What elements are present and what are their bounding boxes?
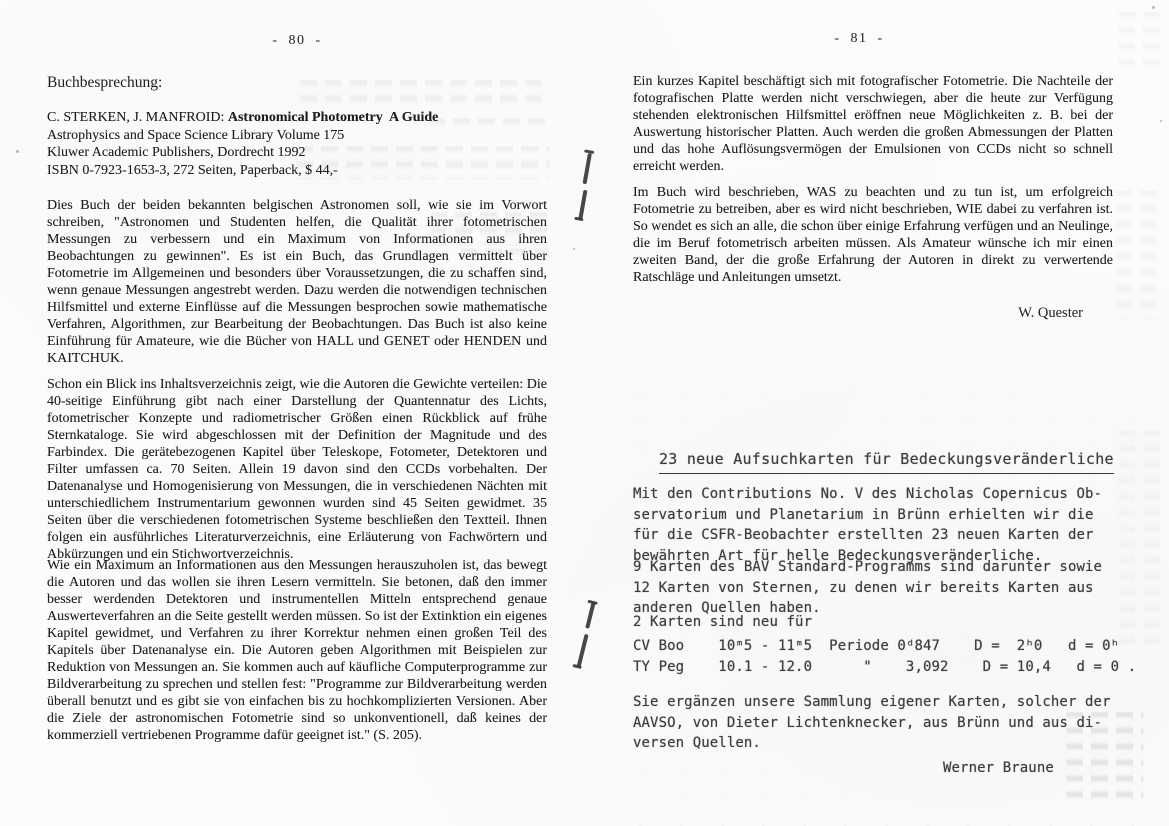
typewriter-line: 2 Karten sind neu für bbox=[633, 614, 813, 630]
book-series: Astrophysics and Space Science Library Volume 175 bbox=[47, 127, 345, 143]
bleedthrough-artifact bbox=[1118, 430, 1162, 650]
bleedthrough-artifact bbox=[1118, 12, 1160, 70]
book-authors-title-line bbox=[47, 109, 547, 127]
review-paragraph-3: Wie ein Maximum an Informationen aus den Messungen herauszuholen ist, das bewegt die Autoren und das wollen sie ihren Lesern vermitteln. Sie betonen, daß den immer besser werdenden Detektoren und instrumentellen Mitteln entsprechend genaue Auswerteverfahren an die Seite gestellt werden müssen. So ist der Extinktion ein eigenes Kapitel gewidmet, und Verfahren zu ihrer Korrektur nehmen einen großen Teil des Kapitels über Datenanalyse ein. Die Autoren geben Algorithmen mit Beispielen zur Reduktion von Messungen an. Sie kommen auch auf käufliche Computerprogramme zur Bildverarbeitung zu sprechen und stellen fest: "Programme zur Bildverarbeitung werden überall benutzt und es gibt sie von einfachen bis zu hochkomplizierten Versionen. Aber die Ziele der astronomischen Fotometrie sind so unkonventionell, daß keines der kommerziell vertriebenen Programme dafür geeignet ist." (S. 205). bbox=[47, 558, 547, 743]
book-publisher: Kluwer Academic Publishers, Dordrecht 1992 bbox=[47, 145, 306, 160]
typewriter-line: 12 Karten von Sternen, zu denen wir bereits Karten aus bbox=[633, 579, 1094, 596]
review-paragraph-5: Im Buch wird beschrieben, WAS zu beachten und zu tun ist, um erfolgreich Fotometrie zu betreiben, aber es wird nicht beschrieben, WIE dabei zu verfahren ist. So wendet es sich an alle, die schon über einige Erfahrung verfügen und an Neulinge, die im Beruf fotometrisch arbeiten müssen. Als Amateur wünsche ich mir einen zweiten Band, der die große Erfahrung der Autoren in direkt zu verwertende Ratschläge und Anleitungen umsetzt. bbox=[633, 185, 1113, 285]
book-isbn: ISBN 0-7923-1653-3, 272 Seiten, Paperback, $ 44,- bbox=[47, 162, 338, 178]
typewriter-line: Sie ergänzen unsere Sammlung eigener Karten, solcher der bbox=[633, 694, 1111, 710]
article-paragraph-3 bbox=[633, 612, 1113, 633]
right-page bbox=[633, 0, 1137, 826]
article-signature: Werner Braune bbox=[943, 760, 1054, 776]
scan-speck bbox=[1152, 6, 1155, 9]
left-page bbox=[47, 0, 547, 826]
book-reference bbox=[47, 109, 547, 179]
star-data-row: TY Peg 10.1 - 12.0 " 3,092 D = 10,4 d = 0 . bbox=[633, 659, 1137, 675]
typewriter-line: versen Quellen. bbox=[633, 735, 761, 751]
typewriter-line: AAVSO, von Dieter Lichtenknecker, aus Brünn und aus di- bbox=[633, 714, 1103, 731]
article-paragraph-2 bbox=[633, 557, 1113, 619]
book-title: Astronomical Photometry A Guide bbox=[227, 110, 439, 125]
bleedthrough-artifact bbox=[1115, 190, 1161, 320]
staple-mark-bottom bbox=[565, 598, 604, 675]
scan-speck bbox=[1160, 120, 1162, 122]
book-authors: C. STERKEN, J. MANFROID: bbox=[47, 110, 225, 125]
typewriter-line: 9 Karten des BAV Standard-Programms sind darunter sowie bbox=[633, 559, 1103, 575]
star-data-table bbox=[633, 636, 1137, 678]
article-paragraph-1 bbox=[633, 484, 1113, 566]
section-heading: Buchbesprechung: bbox=[47, 74, 163, 91]
typewriter-line: servatorium und Planetarium in Brünn erhielten wir die bbox=[633, 506, 1094, 523]
typewriter-line: Mit den Contributions No. V des Nicholas Copernicus Ob- bbox=[633, 486, 1103, 502]
typewriter-line: bewährten Art für helle Bedeckungsveränderliche. bbox=[633, 547, 1043, 564]
typewriter-line: anderen Quellen haben. bbox=[633, 600, 821, 616]
article-paragraph-4 bbox=[633, 692, 1113, 754]
article-heading: 23 neue Aufsuchkarten für Bedeckungsveränderliche bbox=[659, 449, 1114, 474]
review-paragraph-1: Dies Buch der beiden bekannten belgischen Astronomen soll, wie sie im Vorwort schreiben, "Astronomen und Studenten helfen, die Qualität ihrer fotometrischen Messungen zu verbessern und ein Maximum von Informationen aus ihren Beobachtungen zu gewinnen". Es ist ein Buch, das Grundlagen vermittelt über Fotometrie im Allgemeinen und besonders über Voraussetzungen, die zu schaffen sind, wenn genaue Messungen angestrebt werden. Dazu werden die notwendigen technischen Hilfsmittel und externe Einflüsse auf die Messungen besprochen sowie mathematische Verfahren, Algorithmen, zur Bearbeitung der Beobachtungen. Das Buch ist also keine Einführung für Amateure, wie die Bücher von HALL und GENET oder HENDEN und KAITCHUK. bbox=[47, 198, 547, 366]
scan-speck bbox=[573, 248, 575, 250]
scan-speck bbox=[16, 150, 19, 153]
review-paragraph-2: Schon ein Blick ins Inhaltsverzeichnis zeigt, wie die Autoren die Gewichte verteilen: Die 40-seitige Einführung gibt nach einer Darstellung der Quantennatur des Lichts, fotometrischer Konzepte und radiometrischer Größen einen Rückblick auf frühe Sternkataloge. Sie wird abgeschlossen mit der Definition der Magnitude und des Farbindex. Die gerätebezogenen Kapitel über Teleskope, Fotometer, Detektoren und Filter umfassen ca. 70 Seiten. Allein 19 davon sind den CCDs vorbehalten. Der Datenanalyse und Homogenisierung von Messungen, die in verschiedenen Nächten mit unterschiedlichem Instrumentarium gewonnen wurden sind 45 Seiten gewidmet. 35 Seiten über die verschiedenen fotometrischen Systeme beschließen den Textteil. Ihnen folgen ein ausführliches Literaturverzeichnis, eine Erläuterung von Fachwörtern und Abkürzungen und ein Stichwortverzeichnis. bbox=[47, 377, 547, 562]
typewriter-line: für die CSFR-Beobachter erstellten 23 neuen Karten der bbox=[633, 527, 1094, 543]
review-paragraph-4: Ein kurzes Kapitel beschäftigt sich mit fotografischer Fotometrie. Die Nachteile der fotografischen Platte werden nicht verschwiegen, aber die heute zur Verfügung stehenden elektronischen Hilfsmittel eröffnen neue Möglichkeiten z. B. bei der Auswertung historischer Platten. Auch werden die großen Abmessungen der Platten und das hohe Auflösungsvermögen der Emulsionen von CCDs nicht so schnell erreicht werden. bbox=[633, 74, 1113, 174]
article-heading-wrap bbox=[659, 449, 1113, 474]
page-number-right: - 81 - bbox=[834, 31, 884, 46]
star-data-row: CV Boo 10ᵐ5 - 11ᵐ5 Periode 0ᵈ847 D = 2ʰ0 d = 0ʰ bbox=[633, 638, 1120, 654]
reviewer-signature: W. Quester bbox=[1018, 305, 1083, 321]
page-number-left: - 80 - bbox=[272, 33, 322, 48]
staple-mark-top bbox=[568, 149, 603, 226]
